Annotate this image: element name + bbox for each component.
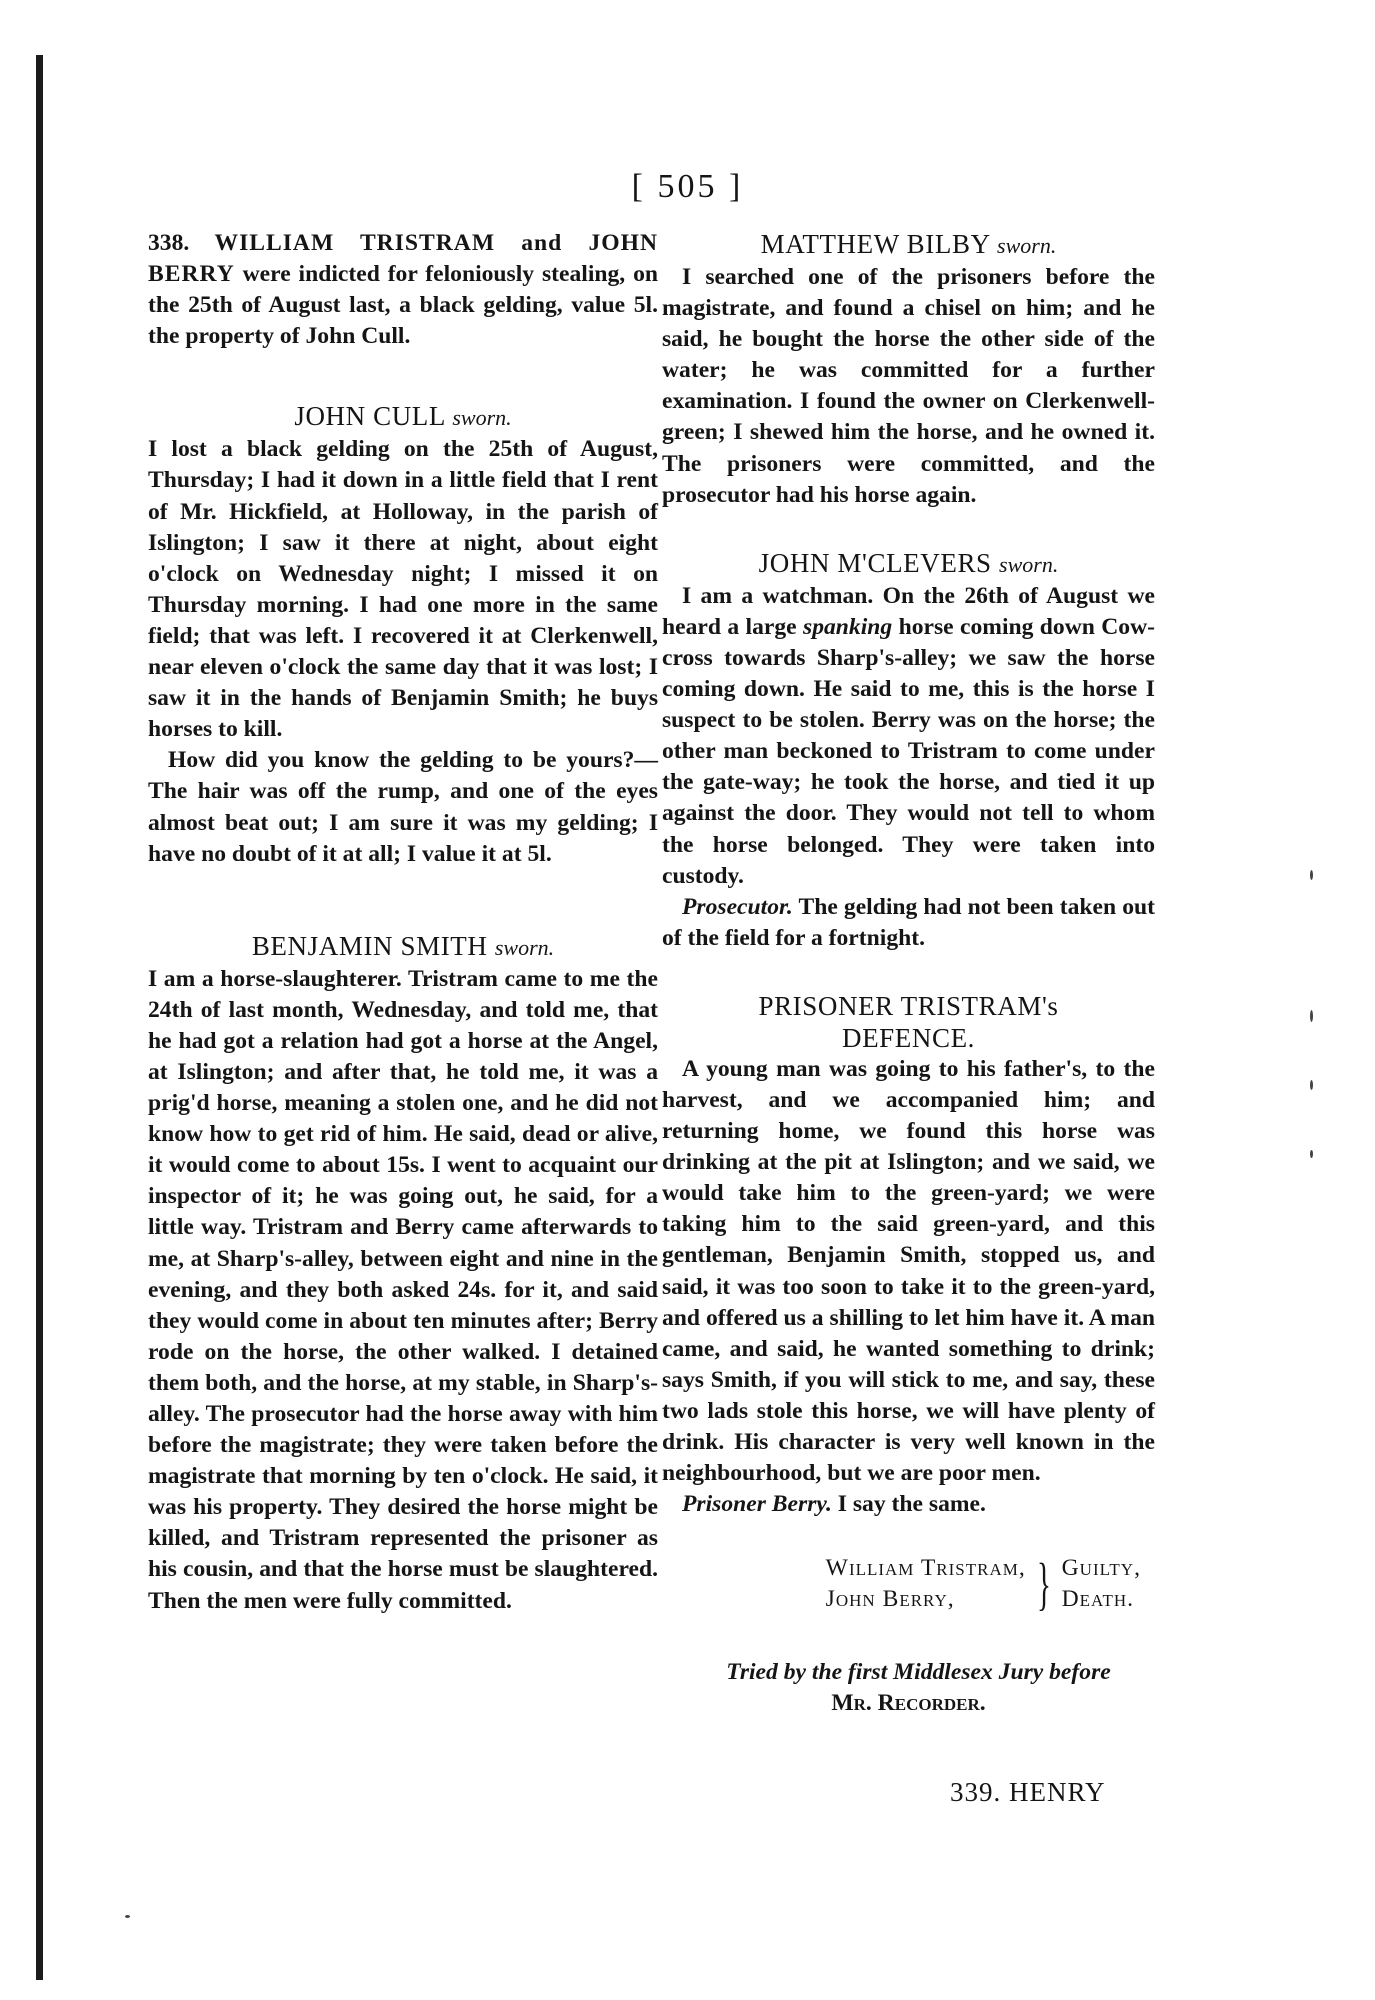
indictment-text: were indicted for feloniously stealing, on the 25th of August last, a black gelding, value 5l. the property of John Cull.: [148, 261, 658, 350]
catchword: 339. HENRY: [950, 1777, 1106, 1807]
witness-name: JOHN CULL: [294, 401, 445, 432]
speaker-label: Prosecutor.: [682, 893, 793, 920]
testimony-paragraph: How did you know the gelding to be yours?—The hair was off the rump, and one of the eyes almost beat out; I am sure it was my gelding; I have no doubt of it at all; I value it at 5l.: [148, 747, 658, 867]
jury-note: [662, 1657, 1155, 1719]
berry-remark: [662, 1489, 1155, 1520]
witness-name: JOHN M'CLEVERS: [758, 547, 992, 578]
testimony-text: I am a watchman. On the 26th of August we heard a large: [662, 582, 1155, 640]
verdict-name: William Tristram,: [825, 1555, 1026, 1582]
remark-text: The gelding had not been taken out of the field for a fortnight.: [662, 893, 1155, 951]
recorder-name: Mr. Recorder.: [831, 1690, 986, 1717]
testimony-paragraph: [662, 581, 1155, 892]
jury-note-text: Tried by the first Middlesex Jury before: [726, 1659, 1111, 1686]
defence-heading: [662, 990, 1155, 1054]
witness-heading-bilby: [662, 228, 1155, 262]
scan-speck: [125, 1915, 130, 1918]
verdict-block: [662, 1553, 1155, 1615]
testimony-emphasis: spanking: [803, 613, 893, 640]
speaker-label: Prisoner Berry.: [682, 1491, 832, 1518]
witness-heading-cull: [148, 400, 658, 434]
verdict-result: [1062, 1553, 1141, 1615]
sworn-label: sworn.: [997, 233, 1057, 258]
trial-intro: [148, 228, 658, 352]
sworn-label: sworn.: [494, 934, 555, 960]
prosecutor-remark: [662, 892, 1155, 954]
scan-speck: [1310, 870, 1313, 880]
scan-speck: [1310, 1150, 1313, 1158]
testimony-text: horse coming down Cow-cross towards Sharp's-alley; we saw the horse coming down. He said to me, this is the horse I suspect to be stolen. Berry was on the horse; the other man beckoned to Tristram to come under the gate-way; he took the horse, and tied it up against the door. They would not tell to whom the horse belonged. They were taken into custody.: [662, 613, 1155, 889]
right-column: [662, 228, 1155, 1719]
sworn-label: sworn.: [452, 405, 512, 431]
defendant-names: WILLIAM TRISTRAM and JOHN BERRY: [148, 230, 659, 288]
testimony-paragraph: I searched one of the prisoners before the magistrate, and found a chisel on him; and he said, he bought the horse the other side of the water; he was committed for a further examination. I found the owner on Clerkenwell-green; I shewed him the horse, and he owned it. The prisoners were committed, and the prosecutor had his horse again.: [662, 264, 1155, 508]
remark-text: I say the same.: [837, 1491, 986, 1518]
witness-heading-smith: [148, 930, 658, 964]
testimony-paragraph: I am a horse-slaughterer. Tristram came to me the 24th of last month, Wednesday, and told me, that he had got a relation had got a horse at the Angel, at Islington; and after that, he told me, it was a prig'd horse, meaning a stolen one, and he did not know how to get rid of him. He said, dead or alive, it would come to about 15s. I went to acquaint our inspector of it; he was going out, he said, for a little way. Tristram and Berry came afterwards to me, at Sharp's-alley, between eight and nine in the evening, and they both asked 24s. for it, and said they would come in about ten minutes after; Berry rode on the horse, the other walked. I detained them both, and the horse, at my stable, in Sharp's-alley. The prosecutor had the horse away with him before the magistrate; they were taken before the magistrate that morning by ten o'clock. He said, it was his property. They desired the horse might be killed, and Tristram represented the prisoner as his cousin, and that the horse must be slaughtered. Then the men were fully committed.: [148, 965, 658, 1614]
sworn-label: sworn.: [999, 551, 1059, 577]
verdict-guilty: Guilty,: [1061, 1555, 1141, 1582]
verdict-name: John Berry,: [825, 1586, 955, 1613]
page-binding-edge: [36, 55, 43, 1980]
witness-name: MATTHEW BILBY: [760, 229, 990, 259]
scan-speck: [1310, 1010, 1313, 1022]
verdict-sentence: Death.: [1061, 1586, 1135, 1613]
verdict-names: [826, 1553, 1026, 1615]
page-number: [ 505 ]: [631, 168, 744, 205]
trial-number: 338.: [148, 230, 190, 256]
defence-paragraph: A young man was going to his father's, to the harvest, and we accompanied him; and returning home, we found this horse was drinking at the pit at Islington; and we said, we would take him to the green-yard; we were taking him to the said green-yard, and this gentleman, Benjamin Smith, stopped us, and said, it was too soon to take it to the green-yard, and offered us a shilling to let him have it. A man came, and said, he wanted something to drink; says Smith, if you will stick to me, and say, these two lads stole this horse, we will have plenty of drink. His character is very well known in the neighbourhood, but we are poor men.: [662, 1055, 1155, 1487]
witness-heading-mcclevers: [662, 547, 1155, 581]
brace-glyph: }: [1036, 1551, 1051, 1617]
testimony-paragraph: I lost a black gelding on the 25th of August, Thursday; I had it down in a little field that I rent of Mr. Hickfield, at Holloway, in the parish of Islington; I saw it there at night, about eight o'clock on Wednesday night; I missed it on Thursday morning. I had one more in the same field; that was left. I recovered it at Clerkenwell, near eleven o'clock the same day that it was lost; I saw it in the hands of Benjamin Smith; he buys horses to kill.: [148, 436, 658, 743]
defence-heading-line-1: PRISONER TRISTRAM's: [758, 990, 1059, 1021]
defence-heading-line-2: DEFENCE.: [841, 1022, 976, 1053]
left-column: [148, 228, 658, 1617]
scan-speck: [1310, 1080, 1313, 1090]
witness-name: BENJAMIN SMITH: [251, 930, 488, 961]
